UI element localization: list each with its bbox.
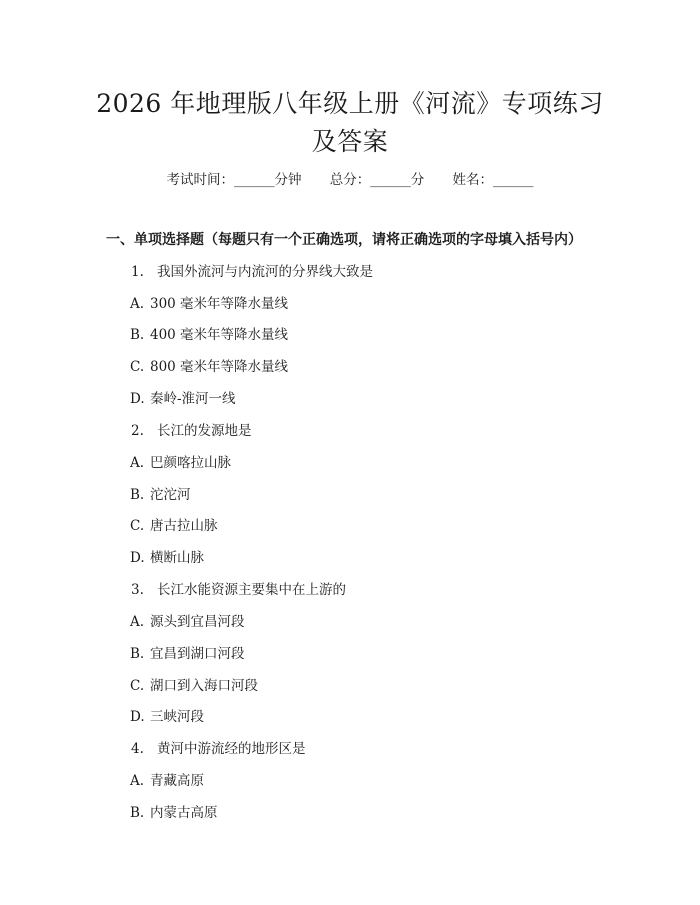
option-text: 宜昌到湖口河段 [150, 646, 245, 662]
option-text: 内蒙古高原 [150, 805, 218, 821]
option-text: 秦岭-淮河一线 [150, 391, 236, 407]
student-name-field [453, 172, 534, 188]
question-number: 3. [131, 582, 144, 598]
option-letter: A. [130, 773, 145, 789]
answer-option [130, 771, 204, 791]
option-letter: A. [130, 614, 145, 630]
section-heading-single-choice: 一、单项选择题（每题只有一个正确选项，请将正确选项的字母填入括号内） [106, 232, 582, 248]
question-stem [131, 580, 346, 600]
total-score-field [330, 172, 425, 188]
answer-option [130, 676, 258, 696]
question-text: 黄河中游流经的地形区是 [157, 741, 306, 757]
option-text: 巴颜喀拉山脉 [150, 455, 231, 471]
answer-option [130, 294, 288, 314]
student-name-blank: ______ [493, 172, 534, 188]
option-text: 400 毫米年等降水量线 [150, 327, 289, 343]
question-stem [131, 421, 252, 441]
answer-option [130, 612, 245, 632]
option-text: 横断山脉 [150, 550, 204, 566]
option-letter: B. [130, 487, 145, 503]
student-name-label: 姓名： [452, 172, 494, 188]
exam-time-unit: 分钟 [274, 172, 302, 188]
option-letter: D. [130, 550, 145, 566]
question-stem [131, 262, 373, 282]
option-letter: B. [130, 327, 145, 343]
question-number: 1. [131, 264, 144, 280]
exam-time-blank: ______ [233, 172, 275, 188]
option-text: 青藏高原 [150, 773, 204, 789]
option-letter: C. [130, 678, 145, 694]
option-text: 800 毫米年等降水量线 [150, 359, 289, 375]
question-text: 我国外流河与内流河的分界线大致是 [157, 264, 373, 280]
question-stem [131, 739, 306, 759]
document-title-line-2: 及答案 [311, 127, 389, 156]
answer-option [130, 453, 231, 473]
answer-option [130, 357, 288, 377]
question-number: 4. [131, 741, 144, 757]
option-letter: A. [130, 296, 145, 312]
exam-time-label: 考试时间： [166, 172, 234, 188]
answer-option [130, 803, 218, 823]
question-text: 长江的发源地是 [157, 423, 252, 439]
answer-option [130, 516, 218, 536]
option-text: 300 毫米年等降水量线 [150, 296, 289, 312]
option-letter: B. [130, 805, 145, 821]
option-letter: D. [130, 709, 145, 725]
option-letter: C. [130, 518, 145, 534]
option-letter: B. [130, 646, 145, 662]
total-score-label: 总分： [329, 172, 371, 188]
option-letter: C. [130, 359, 145, 375]
option-text: 源头到宜昌河段 [150, 614, 245, 630]
total-score-blank: ______ [370, 172, 411, 188]
option-text: 沱沱河 [150, 487, 191, 503]
option-letter: A. [130, 455, 145, 471]
question-text: 长江水能资源主要集中在上游的 [157, 582, 346, 598]
exam-meta-row [0, 168, 700, 188]
answer-option [130, 707, 204, 727]
answer-option [130, 389, 236, 409]
option-letter: D. [130, 391, 145, 407]
answer-option [130, 644, 245, 664]
total-score-unit: 分 [410, 172, 425, 188]
answer-option [130, 325, 288, 345]
answer-option [130, 485, 191, 505]
question-number: 2. [131, 423, 144, 439]
document-title-line-1: 2026 年地理版八年级上册《河流》专项练习 [96, 89, 604, 118]
option-text: 唐古拉山脉 [150, 518, 218, 534]
answer-option [130, 548, 204, 568]
option-text: 湖口到入海口河段 [150, 678, 258, 694]
option-text: 三峡河段 [150, 709, 204, 725]
exam-time-field [166, 172, 301, 188]
